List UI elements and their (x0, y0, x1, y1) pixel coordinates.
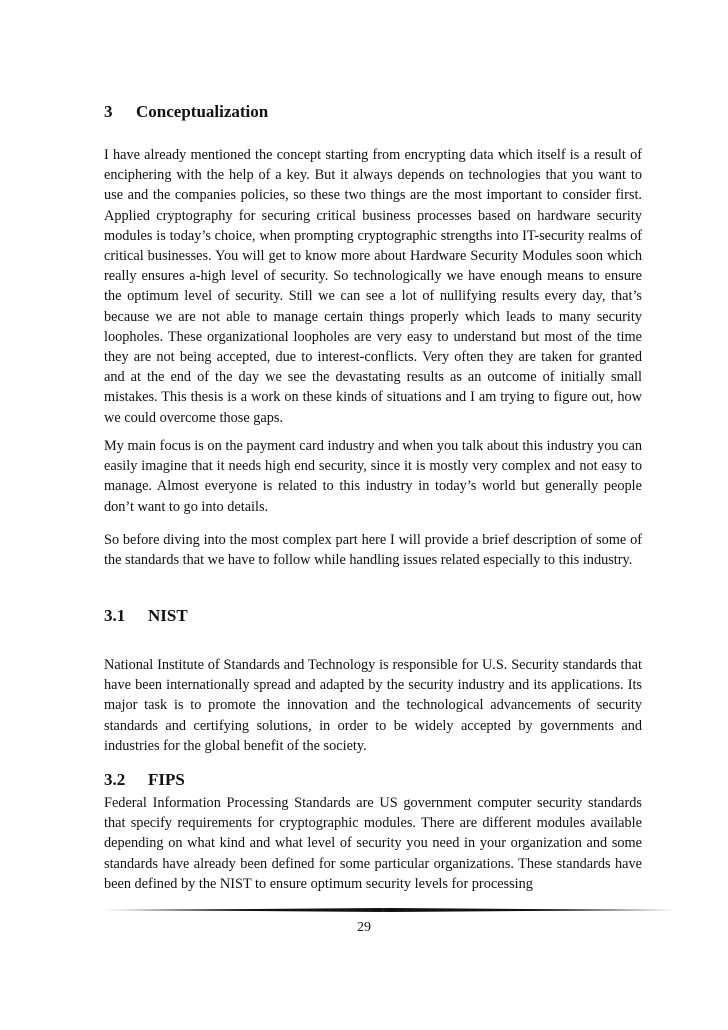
chapter-number: 3 (104, 102, 113, 121)
section-title-fips: FIPS (148, 770, 185, 789)
fips-paragraph: Federal Information Processing Standards are US government computer security standards that specify requirements for cryptographic modules. There are different modules available depending on what kind and what level of security you need in your organization and some standards have already been defined for some particular organizations. These standards have been defined by the NIST to ensure optimum security levels for processing (104, 795, 642, 892)
chapter-title: Conceptualization (136, 102, 269, 121)
section-heading-nist (104, 606, 188, 626)
section-number-nist: 3.1 (104, 606, 126, 625)
footer-divider (104, 903, 676, 917)
intro-paragraph-2: My main focus is on the payment card industry and when you talk about this industry you can easily imagine that it needs high end security, since it is mostly very complex and not easy to manage. Almost everyone is related to this industry in today’s world but generally people don’t want to go into details. (104, 438, 642, 515)
section-title-nist: NIST (148, 606, 188, 625)
intro-paragraph-1: I have already mentioned the concept starting from encrypting data which itself is a result of enciphering with the help of a key. But it always depends on technologies that you want to use and the companies policies, so these two things are the most important to consider first. Applied cryptography for securing critical business processes based on hardware security modules is today’s choice, when prompting cryptographic strengths into IT-security realms of critical businesses. You will get to know more about Hardware Security Modules soon which really ensures a-high level of security. So technologically we have enough means to ensure the optimum level of security. Still we can see a lot of nullifying results every day, that’s because we are not able to manage certain things properly which leads to many security loopholes. These organizational loopholes are very easy to understand but most of the time they are not being accepted, due to interest-conflicts. Very often they are taken for granted and at the end of the day we see the devastating results as an outcome of initially small mistakes. This thesis is a work on these kinds of situations and I am trying to figure out, how we could overcome those gaps. (104, 147, 642, 426)
page-number: 29 (357, 920, 371, 935)
nist-paragraph: National Institute of Standards and Technology is responsible for U.S. Security standards that have been internationally spread and adapted by the security industry and its applications. Its major task is to promote the innovation and the technological advancements of security standards and certifying solutions, in order to be widely accepted by governments and industries for the global benefit of the society. (104, 657, 642, 754)
chapter-heading (104, 102, 268, 122)
section-number-fips: 3.2 (104, 770, 126, 789)
section-heading-fips (104, 770, 185, 790)
intro-paragraph-3: So before diving into the most complex part here I will provide a brief description of some of the standards that we have to follow while handling issues related especially to this industry. (104, 532, 642, 569)
